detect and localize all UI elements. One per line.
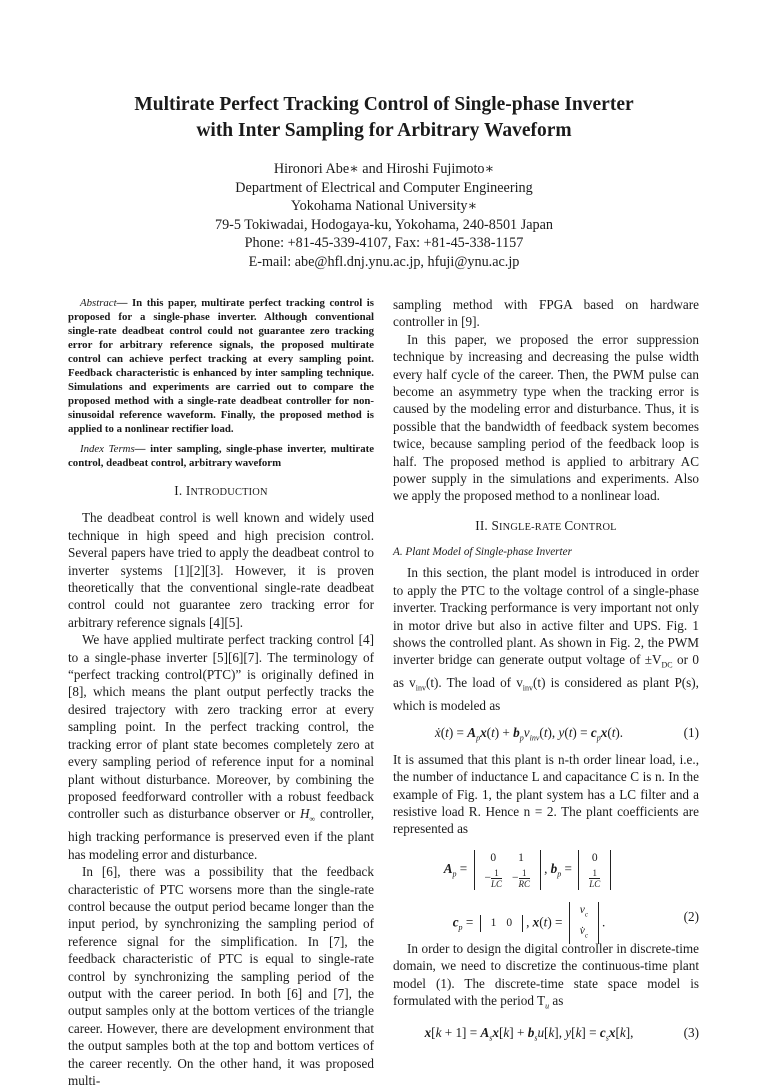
equation-2-matrices-a-b: $A_p$ = 0 1 − $\frac{1}{LC}$ − $\frac{1}{RC}$ , $b_p$ = 0 $\frac{1}{LC}$ — [393, 844, 699, 894]
abstract — [68, 296, 374, 436]
plant-model-paragraph: In this section, the plant model is introduced in order to apply the PTC to the voltage control of a single-phase inverter. Tracking performance is very important not only in motor drive but also in active filter and UPS. Fig. 1 shows the controlled plant. As shown in Fig. 2, the PWM inverter bridge can generate output voltage of $\pm V_{DC}$ or 0 as $v_{inv}(t)$. The load of $v_{inv}(t)$ is considered as plant P(s), which is modeled as — [393, 565, 699, 714]
matrix-cp: 1 0 — [480, 915, 524, 932]
intro-paragraph-3: In [6], there was a possibility that the feedback characteristic of PTC worsens more than the single-rate control because the output period became longer than the input period, by synchronizing the sampling period of reference signal for the simplification. In [7], the feedback characteristic of PTC is equal to single-rate control by synchronizing the sampling period of the output with the career period. In both [6] and [7], the output samples only at the bottom vertices of the triangle career. However, there are development environment that the output samples both at the top and bottom vertices of the career recently. On the other hand, it was proposed multi- — [68, 864, 374, 1089]
index-terms-label: Index Terms — [80, 443, 135, 455]
matrix-ap: 0 1 − $\frac{1}{LC}$ − $\frac{1}{RC}$ — [474, 850, 542, 890]
author-names: Hironori Abe∗ and Hiroshi Fujimoto∗ — [273, 161, 495, 177]
author-block — [60, 160, 708, 272]
equation-2-matrices-c-x: $c_p$ = 1 0 , x(t) = $v_c$ $v̇_c$ . (2) — [393, 900, 699, 934]
equation-3 — [393, 1021, 699, 1045]
subsection-heading-plant-model: A. Plant Model of Single-phase Inverter — [393, 546, 572, 559]
department: Department of Electrical and Computer Engineering — [235, 179, 533, 196]
abstract-label: Abstract — [80, 297, 117, 309]
index-terms — [68, 442, 374, 470]
intro-continued: sampling method with FPGA based on hardware controller in [9]. — [393, 297, 699, 330]
left-column — [68, 296, 374, 1089]
intro-paragraph-2: We have applied multirate perfect tracking control [4] to a single-phase inverter [5][6][7]. The terminology of “perfect tracking control(PTC)” is originally defined in [8], which means the plant output perfectly tracks the desired trajectory with zero tracking error at every sampling point. In the perfect tracking control, the tracking error of plant state becomes completely zero at every sampling period of reference input for a nominal plant without disturbance. Moreover, by combining the proposed feedforward controller with a robust feedback controller such as disturbance observer or $H_\infty$ controller, high tracking performance is preserved even if the plant has modeling error and disturbance. — [68, 632, 374, 862]
plant-assumption-paragraph: It is assumed that this plant is n-th order linear load, i.e., the number of inductance L and capacitance C is n. In the example of Fig. 1, the plant system has a LC filter and a resistive load R. Hence n = 2. The plant coefficients are represented as — [393, 751, 699, 837]
equation-3-number: (3) — [683, 1025, 699, 1041]
equation-1-number: (1) — [683, 724, 699, 740]
address: 79-5 Tokiwadai, Hodogaya-ku, Yokohama, 240-8501 Japan — [214, 216, 553, 233]
intro-paragraph-4: In this paper, we proposed the error suppression technique by increasing and decreasing the pulse width every half cycle of the career. Then, the PWM pulse can become an asymmetry type when the tracking error is caused by the modeling error and disturbance. Thus, it is possible that the bandwidth of feedback system becomes twice, because sampling period of the feedback loop is half. The proposed method is applied to arbitrary AC power supply in the simulations and experiments. Also we apply the proposed method to a nonlinear load. — [393, 331, 699, 504]
equation-3-body: $x[k + 1] = A_sx[k] + b_su[k]$, $y[k] = c_sx[k]$, — [424, 1025, 634, 1043]
equation-2-number: (2) — [683, 908, 699, 924]
index-terms-text: — inter sampling, single-phase inverter, multirate control, deadbeat control, arbitrary waveform — [68, 443, 374, 469]
university: Yokohama National University∗ — [290, 198, 478, 215]
intro-paragraph-1: The deadbeat control is well known and widely used technique in high speed and high precision control. Several papers have tried to apply the deadbeat control to inverter systems [1][2][3]. However, it is proven theoretically that the conventional single-rate deadbeat control could not guarantee zero tracking error for arbitrary reference signals [4][5]. — [68, 510, 374, 630]
equation-1 — [393, 721, 699, 745]
email: E-mail: abe@hfl.dnj.ynu.ac.jp, hfuji@ynu.ac.jp — [248, 253, 520, 270]
paper-title — [60, 92, 708, 144]
equation-1-body: ẋ(t) = $A_px(t) + b_pv_{inv}(t)$, $y(t) = c_px(t)$. — [434, 724, 624, 743]
matrix-x: $v_c$ $v̇_c$ — [569, 902, 599, 945]
title-line-2: with Inter Sampling for Arbitrary Waveform — [196, 120, 572, 141]
section-heading-introduction: I. INTRODUCTION — [174, 483, 268, 498]
right-column — [393, 296, 699, 1051]
title-line-1: Multirate Perfect Tracking Control of Single-phase Inverter — [134, 94, 634, 115]
phone: Phone: +81-45-339-4107, Fax: +81-45-338-1157 — [244, 235, 524, 252]
discretization-paragraph: In order to design the digital controller in discrete-time domain, we need to discretize the continuous-time plant model (1). The discrete-time state space model is formulated with the period $T_u$ as — [393, 940, 699, 1011]
matrix-bp: 0 $\frac{1}{LC}$ — [578, 850, 611, 890]
abstract-text: — In this paper, multirate perfect tracking control is proposed for a single-phase inverter. Although conventional single-rate deadbeat control could not guarantee zero tracking error for arbitrary reference signals, the proposed multirate control can achieve perfect tracking at every sampling point. Feedback characteristic is enhanced by inter sampling technique. Simulations and experiments are carried out to compare the proposed method with a single-rate deadbeat controller for non-sinusoidal reference waveform. Finally, the proposed method is applied to a nonlinear rectifier load. — [68, 297, 374, 435]
section-heading-single-rate-control: II. SINGLE-RATE CONTROL — [475, 517, 617, 533]
